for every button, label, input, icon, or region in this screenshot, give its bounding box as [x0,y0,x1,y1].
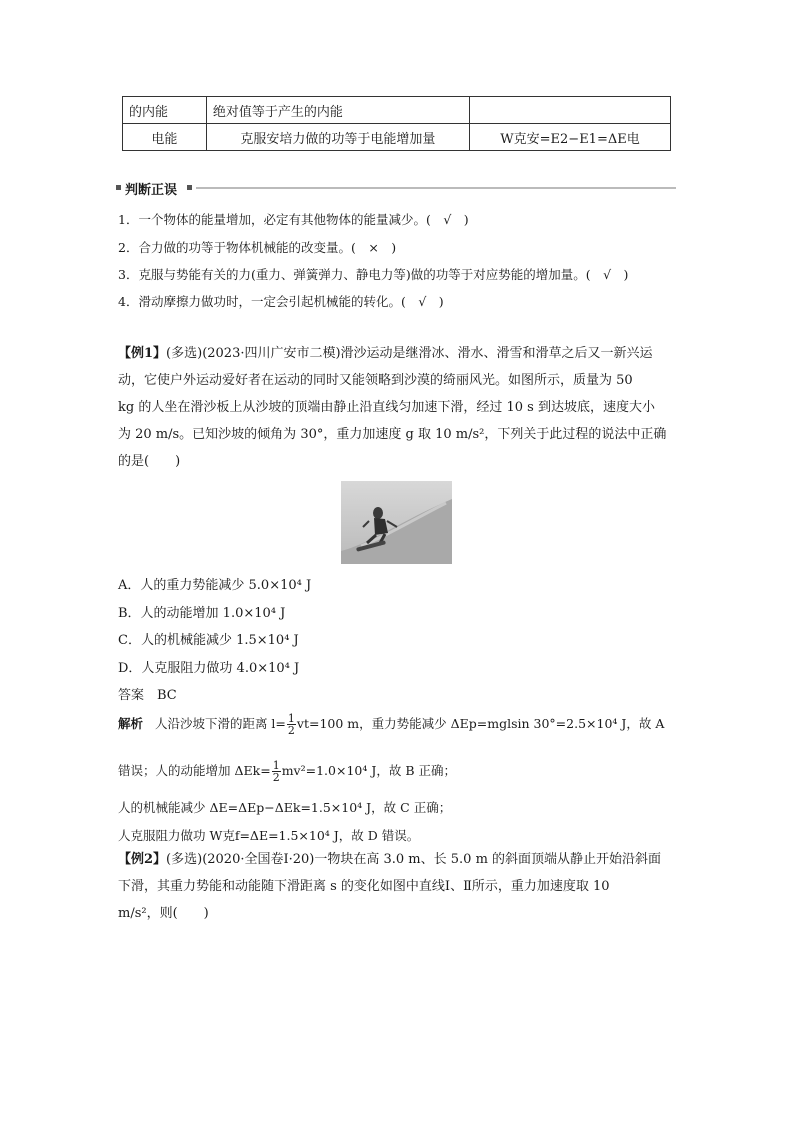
analysis-line: 人克服阻力做功 W克f=ΔE=1.5×10⁴ J，故 D 错误。 [118,828,420,843]
text-line: 的是( ) [118,454,181,469]
table-cell-formula: W克安=E2−E1=ΔE电 [470,124,671,151]
text-line: kg 的人坐在滑沙板上从沙坡的顶端由静止沿直线匀加速下滑，经过 10 s 到达坡底，速度大小 [118,400,655,415]
text-line: (多选)(2023·四川广安市二模)滑沙运动是继滑冰、滑水、滑雪和滑草之后又一新兴运 [166,346,653,361]
fraction: $\frac{1}{2}$ [287,712,295,737]
text-segment: vt=100 m，重力势能减少 ΔEp=mglsin 30°=2.5×10⁴ J，故 A [296,716,665,731]
energy-table [122,96,671,151]
section-heading [116,182,676,196]
bullet-square-icon [116,185,121,190]
text-line: (多选)(2020·全国卷Ⅰ·20)一物块在高 3.0 m、长 5.0 m 的斜面顶端从静止开始沿斜面 [166,852,662,867]
fraction: $\frac{1}{2}$ [272,759,280,784]
section-title: 判断正误 [125,183,178,198]
text-segment: 人沿沙坡下滑的距离 l= [154,716,286,731]
table-cell: 电能 [123,124,207,151]
example2-text [118,846,678,927]
judge-item: 3．克服与势能有关的力(重力、弹簧弹力、静电力等)做的功等于对应势能的增加量。( √ ) [118,267,629,282]
option-d: D．人克服阻力做功 4.0×10⁴ J [118,661,300,676]
text-line: 下滑，其重力势能和动能随下滑距离 s 的变化如图中直线Ⅰ、Ⅱ所示，重力加速度取 10 [118,879,610,894]
judge-item: 1．一个物体的能量增加，必定有其他物体的能量减少。( √ ) [118,212,469,227]
judge-item: 2．合力做的功等于物体机械能的改变量。( × ) [118,240,397,255]
analysis-line [118,760,456,783]
answer: 答案 BC [118,688,177,703]
table-cell: 绝对值等于产生的内能 [206,97,469,124]
analysis-line: 人的机械能减少 ΔE=ΔEp−ΔEk=1.5×10⁴ J，故 C 正确； [118,800,452,815]
text-line: m/s²，则( ) [118,906,209,921]
option-b: B．人的动能增加 1.0×10⁴ J [118,606,286,621]
judge-item: 4．滑动摩擦力做功时，一定会引起机械能的转化。( √ ) [118,294,444,309]
sandboard-photo [341,481,452,564]
table-row [123,124,671,151]
table-cell: 克服安培力做的功等于电能增加量 [206,124,469,151]
table-cell: 的内能 [123,97,207,124]
text-segment: 错误；人的动能增加 ΔEk= [118,763,271,778]
text-segment: mv²=1.0×10⁴ J，故 B 正确； [281,763,456,778]
table-cell [470,97,671,124]
analysis-line [118,713,664,736]
analysis-label: 解析 [118,716,144,731]
example-label: 【例1】 [118,346,167,361]
text-line: 为 20 m/s。已知沙坡的倾角为 30°，重力加速度 g 取 10 m/s²，下列关于此过程的说法中正确 [118,427,667,442]
bullet-square-icon [187,185,192,190]
example1-text [118,340,678,475]
table-row [123,97,671,124]
option-a: A．人的重力势能减少 5.0×10⁴ J [118,578,312,593]
text-line: 动，它使户外运动爱好者在运动的同时又能领略到沙漠的绮丽风光。如图所示，质量为 50 [118,373,633,388]
option-c: C．人的机械能减少 1.5×10⁴ J [118,633,299,648]
divider [196,187,676,189]
example-label: 【例2】 [118,852,167,867]
